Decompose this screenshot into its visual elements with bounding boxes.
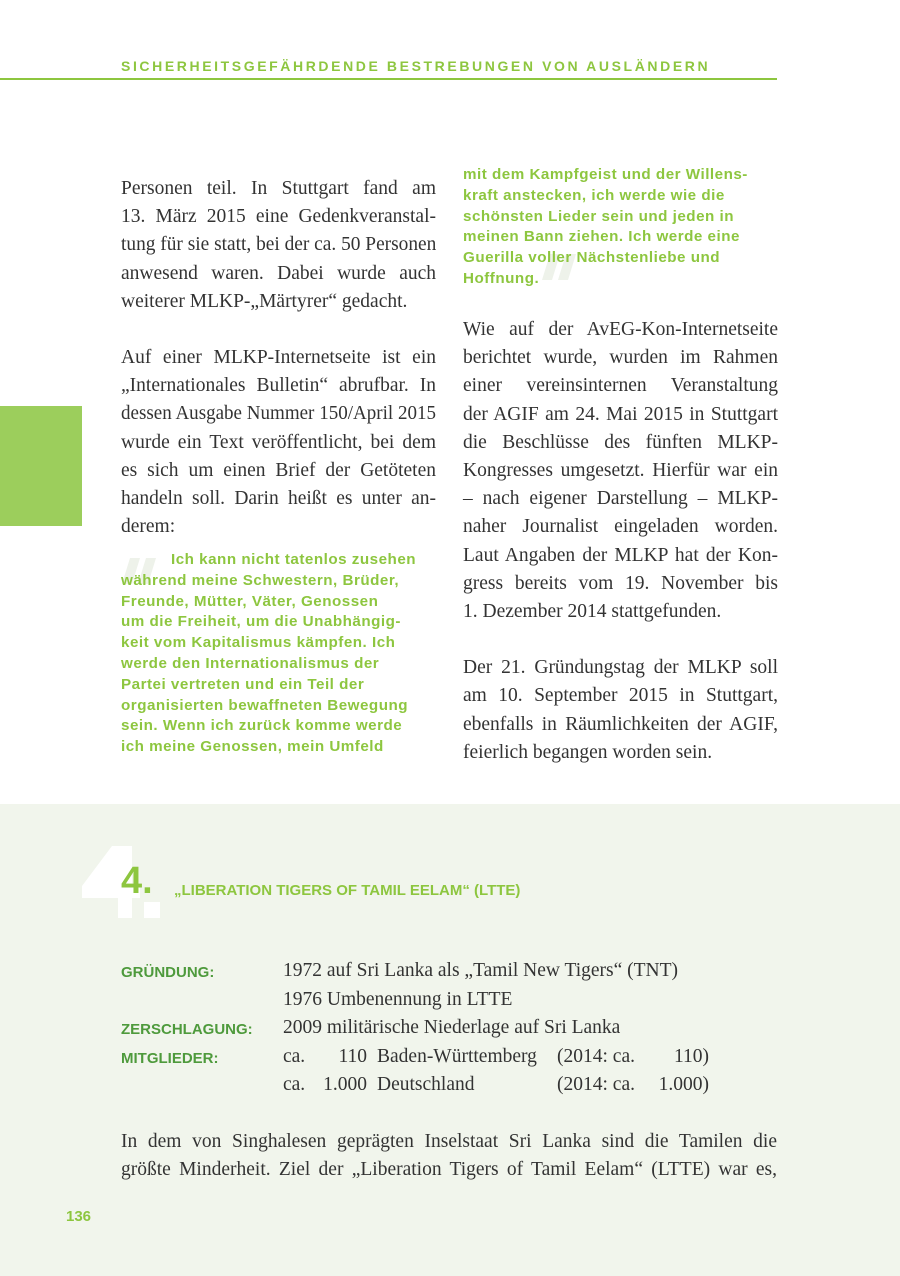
text-line: Freunde, Mütter, Väter, Genossen (121, 592, 379, 610)
text-line: – nach eigener Darstellung – MLKP- (463, 488, 778, 510)
right-column (463, 316, 778, 795)
text-line: 13. März 2015 eine Gedenkveranstal- (121, 206, 436, 228)
right-quote (463, 165, 778, 290)
text-line: berichtet wurde, wurden im Rahmen (463, 347, 778, 369)
member-count: 1.000 (323, 1074, 367, 1095)
text-line: derem: (121, 516, 176, 538)
text-line: ebenfalls in Räumlichkeiten der AGIF, (463, 713, 778, 735)
text-line: dessen Ausgabe Nummer 150/April 2015 (121, 403, 436, 425)
text-line: Kongresses umgesetzt. Hierfür war ein (463, 460, 778, 482)
prev-year: (2014: ca. (557, 1045, 635, 1067)
section-title: „LIBERATION TIGERS OF TAMIL EELAM“ (LTTE) (174, 882, 521, 899)
text-line: es sich um einen Brief der Getöteten (121, 459, 436, 481)
text-line: organisierten bewaffneten Bewegung (121, 696, 409, 714)
text-line: weiterer MLKP-„Märtyrer“ gedacht. (121, 290, 408, 312)
text-line: Der 21. Gründungstag der MLKP soll (463, 657, 778, 679)
page-number: 136 (66, 1208, 92, 1225)
left-paragraph-1 (121, 175, 436, 316)
members-row (121, 1046, 777, 1075)
text-line: wurde ein Text veröffentlicht, bei dem (121, 431, 436, 453)
dissolution-value: 2009 militärische Niederlage auf Sri Lanka (283, 1017, 621, 1038)
text-line: naher Journalist eingeladen worden. (463, 516, 778, 538)
text-line: tung für sie statt, bei der ca. 50 Personen (121, 234, 437, 256)
text-line: einer vereinsinternen Veranstaltung (463, 375, 778, 397)
text-line: Guerilla voller Nächstenliebe und (463, 249, 721, 267)
text-line: Laut Angaben der MLKP hat der Kon- (463, 544, 778, 566)
text-line: um die Freiheit, um die Unabhängig- (121, 613, 401, 631)
section-number: 4. (121, 860, 153, 902)
text-line: die Beschlüsse des fünften MLKP- (463, 431, 778, 453)
founding-label: GRÜNDUNG: (121, 964, 215, 981)
members-label: MITGLIEDER: (121, 1049, 219, 1067)
section-body (121, 1128, 777, 1184)
text-line: kraft anstecken, ich werde wie die (463, 186, 725, 204)
text-line: werde den Internationalismus der (121, 654, 380, 672)
body-line: größte Minderheit. Ziel der „Liberation Tigers of Tamil Eelam“ (LTTE) war es, (121, 1159, 777, 1181)
text-line: Auf einer MLKP-Internetseite ist ein (121, 347, 436, 369)
text-line: feierlich begangen worden sein. (463, 741, 713, 763)
dissolution-label: ZERSCHLAGUNG: (121, 1021, 253, 1038)
text-line: „Internationales Bulletin“ abrufbar. In (121, 375, 436, 397)
text-line: keit vom Kapitalismus kämpfen. Ich (121, 634, 396, 652)
text-line: Personen teil. In Stuttgart fand am (121, 178, 436, 199)
founding-value: 1972 auf Sri Lanka als „Tamil New Tigers“ (TNT) (283, 960, 679, 981)
text-line: gress bereits vom 19. November bis (463, 572, 778, 594)
prev-year: (2014: ca. (557, 1074, 635, 1095)
region: Deutschland (377, 1074, 475, 1095)
members-row (121, 1074, 777, 1103)
text-line: 1. Dezember 2014 stattgefunden. (463, 601, 722, 623)
right-paragraph-1 (463, 316, 778, 626)
left-column (121, 175, 436, 569)
text-line: sein. Wenn ich zurück komme werde (121, 717, 403, 735)
left-paragraph-2 (121, 344, 436, 541)
member-count: 110 (338, 1045, 367, 1067)
running-header: SICHERHEITSGEFÄHRDENDE BESTREBUNGEN VON AUSLÄNDERN (121, 58, 711, 74)
chapter-tab-marker (0, 406, 82, 526)
text-line: Wie auf der AvEG-Kon-Internetseite (463, 319, 778, 340)
text-line: Ich kann nicht tatenlos zusehen (171, 551, 417, 568)
left-quote (121, 550, 436, 758)
text-line: meinen Bann ziehen. Ich werde eine (463, 228, 740, 246)
text-line: Partei vertreten und ein Teil der (121, 675, 365, 693)
ca: ca. (283, 1074, 306, 1095)
text-line: anwesend waren. Dabei wurde auch (121, 262, 436, 284)
region: Baden-Württemberg (377, 1045, 537, 1067)
right-paragraph-2 (463, 654, 778, 767)
text-line: Hoffnung. (463, 269, 540, 287)
text-line: am 10. September 2015 in Stuttgart, (463, 685, 778, 707)
text-line: ich meine Genossen, mein Umfeld (121, 738, 384, 756)
fact-table (121, 960, 777, 1103)
text-line: handeln soll. Darin heißt es unter an- (121, 488, 436, 510)
header-rule (0, 78, 777, 80)
prev-count: 110) (673, 1045, 709, 1067)
ca: ca. (283, 1045, 306, 1067)
text-line: mit dem Kampfgeist und der Willens- (463, 166, 748, 183)
founding-value: 1976 Umbenennung in LTTE (283, 988, 513, 1010)
text-line: während meine Schwestern, Brüder, (121, 571, 400, 589)
text-line: der AGIF am 24. Mai 2015 in Stuttgart (463, 403, 778, 425)
body-line: In dem von Singhalesen geprägten Inselstaat Sri Lanka sind die Tamilen die (121, 1131, 777, 1152)
text-line: schönsten Lieder sein und jeden in (463, 207, 735, 225)
prev-count: 1.000) (658, 1074, 709, 1095)
